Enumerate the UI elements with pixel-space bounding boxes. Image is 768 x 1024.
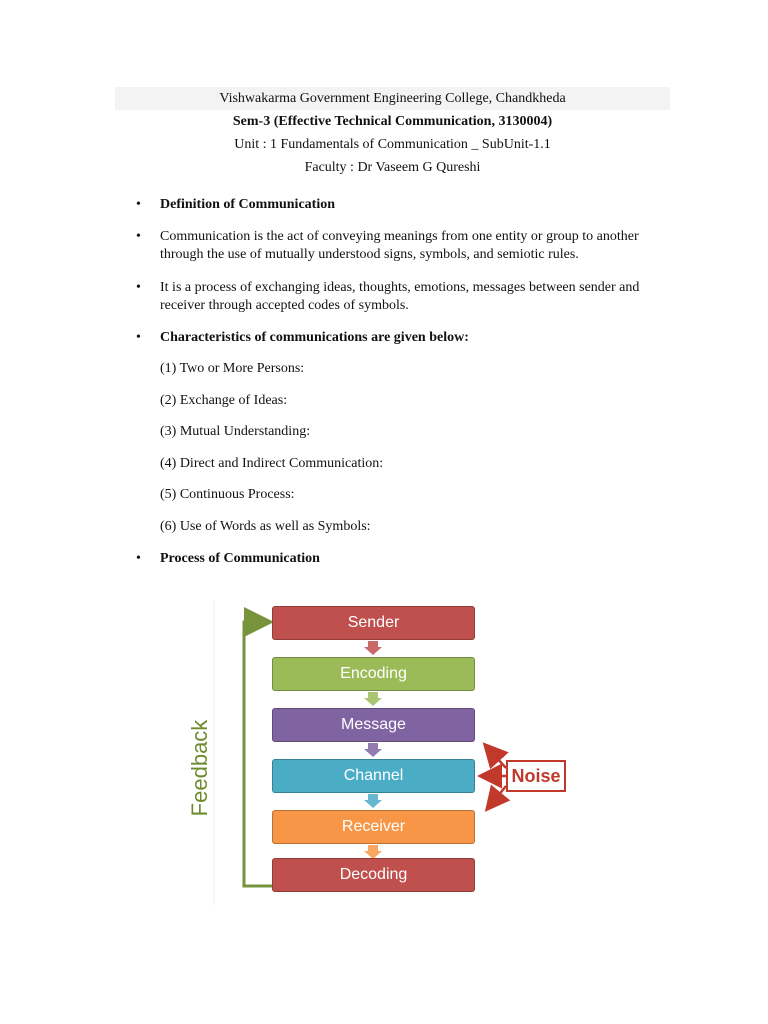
noise-label: Noise (511, 765, 561, 786)
characteristic-item: (5) Continuous Process: (160, 487, 295, 502)
bullet-marker: • (136, 197, 141, 212)
step-label: Channel (343, 767, 404, 784)
step-message (272, 708, 475, 742)
step-channel (272, 759, 475, 793)
process-text: It is a process of exchanging ideas, thoughts, emotions, messages between sender and receiver through accepted codes of symbols. (160, 280, 640, 313)
college-name: Vishwakarma Government Engineering College, Chandkheda (115, 87, 670, 110)
connector-arrow-icon (364, 743, 382, 757)
step-label: Sender (347, 614, 400, 631)
step-decoding (272, 858, 475, 892)
step-label: Encoding (340, 665, 407, 682)
step-receiver (272, 810, 475, 844)
characteristic-item: (2) Exchange of Ideas: (160, 393, 288, 408)
step-sender (272, 606, 475, 640)
noise-arrow-up (486, 746, 506, 768)
connector-arrow-icon (364, 794, 382, 808)
step-label: Decoding (339, 866, 408, 883)
connector-arrow-icon (364, 641, 382, 655)
step-encoding (272, 657, 475, 691)
step-label: Receiver (341, 818, 406, 835)
faculty-name: Faculty : Dr Vaseem G Qureshi (304, 160, 481, 175)
bullet-marker: • (136, 280, 141, 295)
characteristic-item: (3) Mutual Understanding: (160, 424, 311, 439)
unit-title: Unit : 1 Fundamentals of Communication _ SubUnit-1.1 (234, 137, 551, 152)
connector-arrow-icon (364, 845, 382, 859)
process-heading: Process of Communication (160, 551, 320, 566)
feedback-label: Feedback (187, 719, 212, 817)
bullet-marker: • (136, 330, 141, 345)
noise-box (506, 760, 566, 792)
noise-arrows (482, 746, 506, 808)
step-label: Message (341, 716, 406, 733)
characteristic-item: (1) Two or More Persons: (160, 361, 305, 376)
connector-arrow-icon (364, 692, 382, 706)
characteristic-item: (6) Use of Words as well as Symbols: (160, 519, 371, 534)
definition-text: Communication is the act of conveying meanings from one entity or group to another through the use of mutually understood signs, symbols, and semiotic rules. (160, 229, 639, 262)
bullet-marker: • (136, 229, 141, 244)
noise-arrow-down (488, 786, 506, 808)
characteristic-item: (4) Direct and Indirect Communication: (160, 456, 384, 471)
definition-heading: Definition of Communication (160, 197, 335, 212)
feedback-arrow (244, 622, 272, 886)
course-title: Sem-3 (Effective Technical Communication, 3130004) (232, 114, 553, 129)
bullet-marker: • (136, 551, 141, 566)
characteristics-heading: Characteristics of communications are given below: (160, 330, 469, 345)
